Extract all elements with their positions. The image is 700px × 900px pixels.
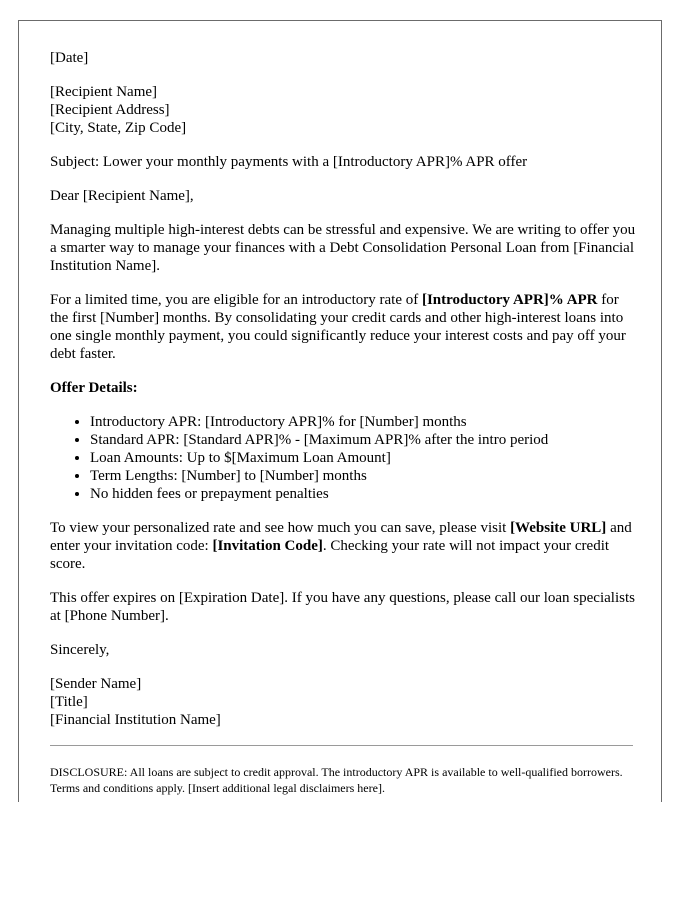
subject-line: Subject: Lower your monthly payments with a [Introductory APR]% APR offer: [50, 154, 528, 170]
sender-title: [Title]: [50, 694, 88, 710]
recipient-block: [50, 83, 640, 137]
letter-body: [50, 49, 640, 745]
sender-block: [50, 675, 640, 729]
offer-item-standard-apr: • Standard APR: [Standard APR]% - [Maximum APR]% after the intro period: [90, 431, 640, 449]
cta-part-3: . Checking your rate will not impact your credit score.: [50, 538, 610, 572]
rate-paragraph-after: for the first [Number] months. By consolidating your credit cards and other high-interest loans into one single monthly payment, you could significantly reduce your interest costs and pay off your debt faster.: [50, 292, 626, 362]
recipient-address: [Recipient Address]: [50, 102, 170, 118]
date-line: [50, 49, 640, 67]
rate-paragraph-before: For a limited time, you are eligible for an introductory rate of: [50, 292, 422, 308]
offer-item-term-lengths: • Term Lengths: [Number] to [Number] months: [90, 467, 640, 485]
rate-paragraph: [50, 291, 640, 363]
offer-item-no-fees: • No hidden fees or prepayment penalties: [90, 485, 640, 503]
expiry-paragraph: This offer expires on [Expiration Date]. If you have any questions, please call our loan specialists at [Phone Number].: [50, 590, 635, 624]
offer-item-loan-amounts: • Loan Amounts: Up to $[Maximum Loan Amount]: [90, 449, 640, 467]
offer-details-list: [50, 413, 640, 503]
intro-paragraph: Managing multiple high-interest debts can be stressful and expensive. We are writing to offer you a smarter way to manage your finances with a Debt Consolidation Personal Loan from [Financial Institution Name].: [50, 222, 636, 274]
website-url: [Website URL]: [510, 520, 607, 536]
invitation-code: [Invitation Code]: [212, 538, 323, 554]
cta-paragraph: [50, 519, 640, 573]
offer-item-intro-apr: • Introductory APR: [Introductory APR]% for [Number] months: [90, 413, 640, 431]
introductory-rate: [Introductory APR]% APR: [421, 292, 598, 308]
recipient-city-state-zip: [City, State, Zip Code]: [50, 120, 187, 136]
disclosure-text: DISCLOSURE: All loans are subject to credit approval. The introductory APR is available to well-qualified borrowers. Terms and conditions apply. [Insert additional legal disclaimers here].: [50, 765, 623, 795]
sender-institution: [Financial Institution Name]: [50, 712, 221, 728]
cta-part-1: To view your personalized rate and see how much you can save, please visit: [50, 520, 511, 536]
sender-name: [Sender Name]: [50, 676, 142, 692]
cta-part-2: and enter your invitation code:: [50, 520, 632, 554]
disclosure-divider: [50, 745, 633, 746]
letter-page: [18, 20, 662, 802]
closing: Sincerely,: [50, 642, 110, 658]
recipient-name: [Recipient Name]: [50, 84, 158, 100]
salutation: Dear [Recipient Name],: [50, 188, 194, 204]
letter-date: [Date]: [50, 50, 89, 66]
offer-details-heading: Offer Details:: [50, 380, 138, 396]
